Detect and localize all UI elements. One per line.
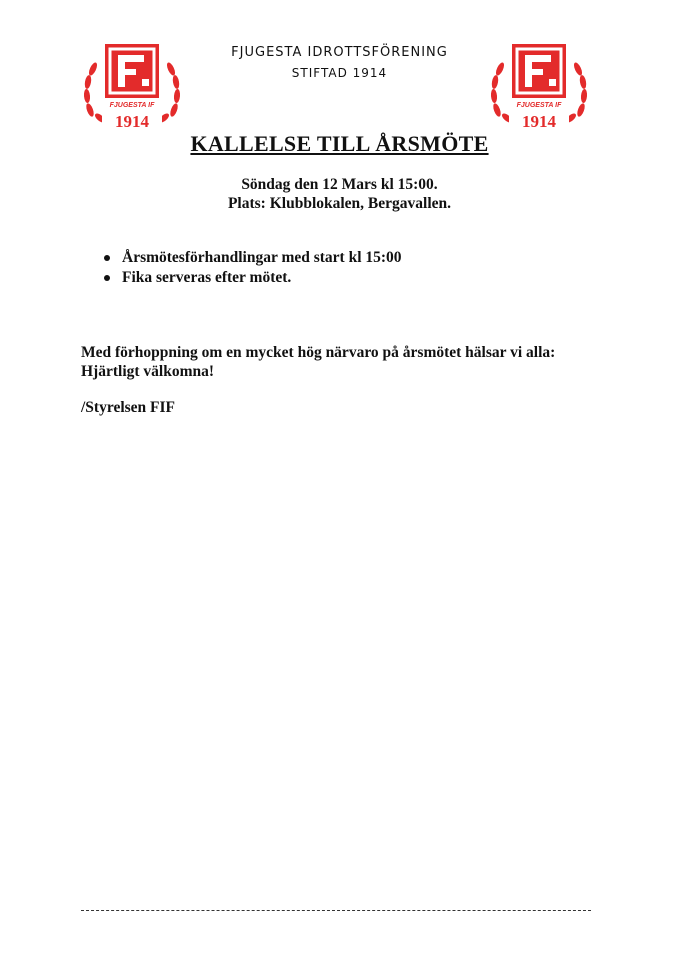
meeting-place: Plats: Klubblokalen, Bergavallen. [227, 195, 452, 212]
logo-year: 1914 [115, 112, 149, 131]
list-item-text: Årsmötesförhandlingar med start kl 15:00 [122, 249, 402, 266]
bullet-icon [104, 275, 110, 281]
logo-year: 1914 [522, 112, 556, 131]
welcome-line: Hjärtligt välkomna! [81, 363, 215, 380]
agenda-list [104, 248, 402, 288]
list-item-text: Fika serveras efter mötet. [122, 269, 292, 286]
list-item [104, 248, 402, 268]
closing-paragraph [81, 343, 641, 381]
footer-divider [81, 910, 591, 911]
closing-line: Med förhoppning om en mycket hög närvaro på årsmötet hälsar vi alla: [81, 344, 556, 361]
page-title: KALLELSE TILL ÅRSMÖTE [190, 131, 489, 156]
club-name: FJUGESTA IDROTTSFÖRENING [231, 45, 448, 60]
meeting-details [0, 175, 679, 213]
club-header [0, 43, 679, 83]
bullet-icon [104, 255, 110, 261]
list-item [104, 268, 402, 288]
signature: /Styrelsen FIF [81, 399, 175, 416]
meeting-date: Söndag den 12 Mars kl 15:00. [241, 176, 438, 193]
club-founded: STIFTAD 1914 [291, 66, 388, 80]
logo-club-text: FJUGESTA IF [109, 102, 155, 109]
logo-club-text: FJUGESTA IF [516, 102, 562, 109]
